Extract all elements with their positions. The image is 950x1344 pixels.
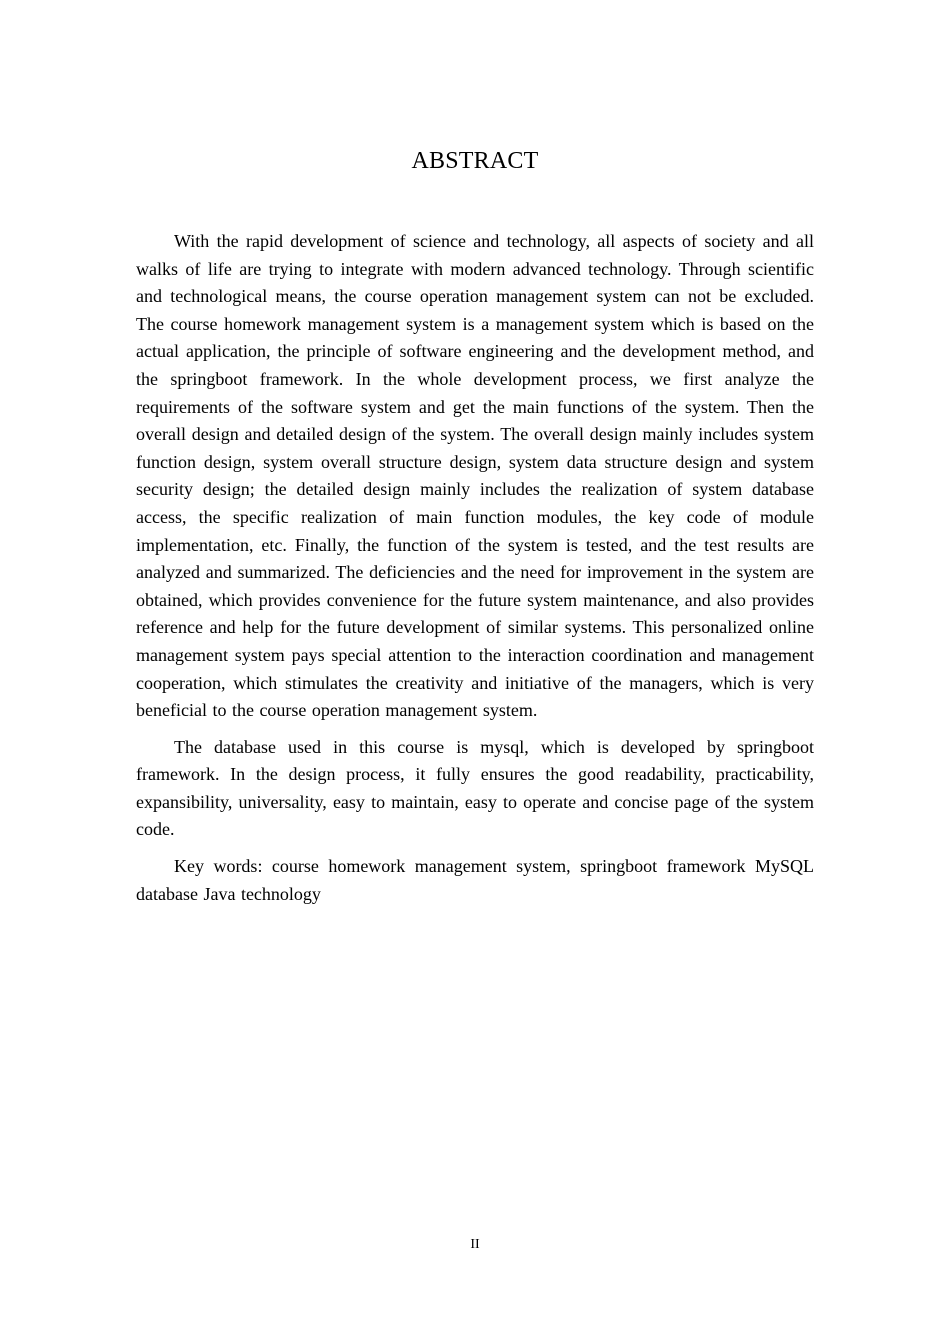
keywords-paragraph: Key words: course homework management system, springboot framework MySQL database Java technology	[136, 856, 814, 904]
abstract-title: ABSTRACT	[411, 148, 539, 174]
abstract-paragraph-1: With the rapid development of science and technology, all aspects of society and all walks of life are trying to integrate with modern advanced technology. Through scientific and technological means, the course operation management system can not be excluded. The course homework management system is a management system which is based on the actual application, the principle of software engineering and the development method, and the springboot framework. In the whole development process, we first analyze the requirements of the software system and get the main functions of the system. Then the overall design and detailed design of the system. The overall design mainly includes system function design, system overall structure design, system data structure design and system security design; the detailed design mainly includes the realization of system database access, the specific realization of main function modules, the key code of module implementation, etc. Finally, the function of the system is tested, and the test results are analyzed and summarized. The deficiencies and the need for improvement in the system are obtained, which provides convenience for the future system maintenance, and also provides reference and help for the future development of similar systems. This personalized online management system pays special attention to the interaction coordination and management cooperation, which stimulates the creativity and initiative of the managers, which is very beneficial to the course operation management system.	[136, 231, 814, 721]
abstract-paragraph-2: The database used in this course is mysql, which is developed by springboot framework. In the design process, it fully ensures the good readability, practicability, expansibility, universality, easy to maintain, easy to operate and concise page of the system code.	[136, 736, 814, 840]
abstract-body	[136, 228, 814, 917]
page-number: II	[470, 1237, 480, 1252]
